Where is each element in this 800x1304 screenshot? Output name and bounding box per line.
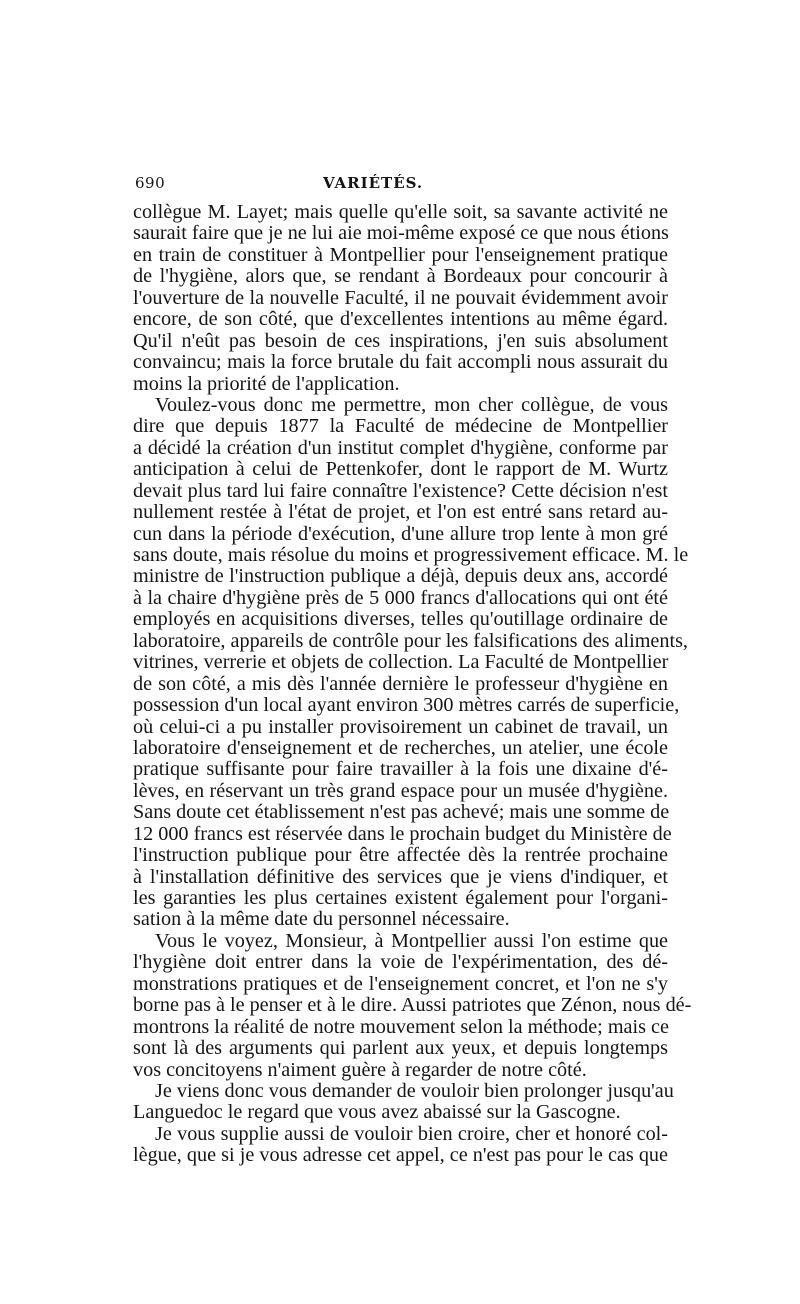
text-line: laboratoire d'enseignement et de recherches, un atelier, une école	[133, 736, 668, 759]
text-line: sation à la même date du personnel nécessaire.	[133, 908, 510, 931]
text-line: l'instruction publique pour être affectée dès la rentrée prochaine	[133, 844, 668, 867]
page-header	[133, 174, 668, 198]
text-line: anticipation à celui de Pettenkofer, dont le rapport de M. Wurtz	[133, 458, 668, 481]
text-line: ministre de l'instruction publique a déjà, depuis deux ans, accordé	[133, 565, 668, 588]
text-line: où celui-ci a pu installer provisoirement un cabinet de travail, un	[133, 715, 668, 738]
text-line: employés en acquisitions diverses, telles qu'outillage ordinaire de	[133, 608, 668, 631]
text-line: dire que depuis 1877 la Faculté de médecine de Montpellier	[133, 415, 668, 438]
text-line: Sans doute cet établissement n'est pas achevé; mais une somme de	[133, 801, 670, 824]
text-line: à l'installation définitive des services que je viens d'indiquer, et	[133, 865, 668, 888]
text-line: laboratoire, appareils de contrôle pour les falsifications des aliments,	[133, 629, 688, 652]
text-line: en train de constituer à Montpellier pour l'enseignement pratique	[133, 243, 668, 266]
body-text	[133, 201, 692, 1167]
text-line: lèves, en réservant un très grand espace pour un musée d'hygiène.	[133, 779, 668, 802]
text-line: encore, de son côté, que d'excellentes intentions au même égard.	[133, 308, 668, 331]
running-title: VARIÉTÉS.	[323, 174, 424, 192]
text-line: pratique suffisante pour faire travailler à la fois une dixaine d'é-	[133, 758, 668, 781]
text-line: borne pas à le penser et à le dire. Aussi patriotes que Zénon, nous dé-	[133, 994, 692, 1017]
text-line: possession d'un local ayant environ 300 mètres carrés de superficie,	[133, 694, 680, 717]
text-line: sans doute, mais résolue du moins et progressivement efficace. M. le	[133, 544, 689, 566]
text-line: devait plus tard lui faire connaître l'existence? Cette décision n'est	[133, 479, 668, 502]
text-line: convaincu; mais la force brutale du fait accompli nous assurait du	[133, 351, 668, 374]
text-line: 12 000 francs est réservée dans le prochain budget du Ministère de	[133, 822, 672, 845]
text-line: vitrines, verrerie et objets de collection. La Faculté de Montpellier	[133, 651, 669, 674]
text-line: les garanties les plus certaines existent également pour l'organi-	[133, 887, 668, 909]
paragraph-start-line: Vous le voyez, Monsieur, à Montpellier aussi l'on estime que	[155, 929, 668, 952]
paragraph-start-line: Je vous supplie aussi de vouloir bien croire, cher et honoré col-	[155, 1122, 668, 1145]
text-line: de son côté, a mis dès l'année dernière le professeur d'hygiène en	[133, 672, 668, 695]
text-line: l'hygiène doit entrer dans la voie de l'expérimentation, des dé-	[133, 951, 668, 974]
text-line: cun dans la période d'exécution, d'une allure trop lente à mon gré	[133, 522, 668, 545]
paragraph-start-line: Voulez-vous donc me permettre, mon cher collègue, de vous	[155, 393, 668, 416]
text-line: l'ouverture de la nouvelle Faculté, il ne pouvait évidemment avoir	[133, 286, 668, 309]
page-number: 690	[135, 174, 166, 192]
text-line: vos concitoyens n'aiment guère à regarder de notre côté.	[133, 1058, 587, 1081]
text-line: Languedoc le regard que vous avez abaissé sur la Gascogne.	[133, 1101, 621, 1124]
text-line: lègue, que si je vous adresse cet appel, ce n'est pas pour le cas que	[133, 1144, 668, 1167]
text-line: a décidé la création d'un institut complet d'hygiène, conforme par	[133, 436, 668, 459]
text-line: Qu'il n'eût pas besoin de ces inspirations, j'en suis absolument	[133, 329, 668, 352]
text-line: à la chaire d'hygiène près de 5 000 francs d'allocations qui ont été	[133, 586, 668, 609]
text-line: nullement restée à l'état de projet, et l'on est entré sans retard au-	[133, 501, 668, 524]
text-line: monstrations pratiques et de l'enseignement concret, et l'on ne s'y	[133, 972, 668, 995]
text-line: collègue M. Layet; mais quelle qu'elle soit, sa savante activité ne	[133, 201, 668, 223]
text-line: saurait faire que je ne lui aie moi-même exposé ce que nous étions	[133, 222, 669, 245]
text-line: sont là des arguments qui parlent aux yeux, et depuis longtemps	[133, 1037, 668, 1060]
text-line: moins la priorité de l'application.	[133, 372, 400, 395]
text-line: montrons la réalité de notre mouvement selon la méthode; mais ce	[133, 1015, 669, 1038]
text-line: de l'hygiène, alors que, se rendant à Bordeaux pour concourir à	[133, 265, 668, 288]
paragraph-start-line: Je viens donc vous demander de vouloir bien prolonger jusqu'au	[155, 1079, 674, 1102]
